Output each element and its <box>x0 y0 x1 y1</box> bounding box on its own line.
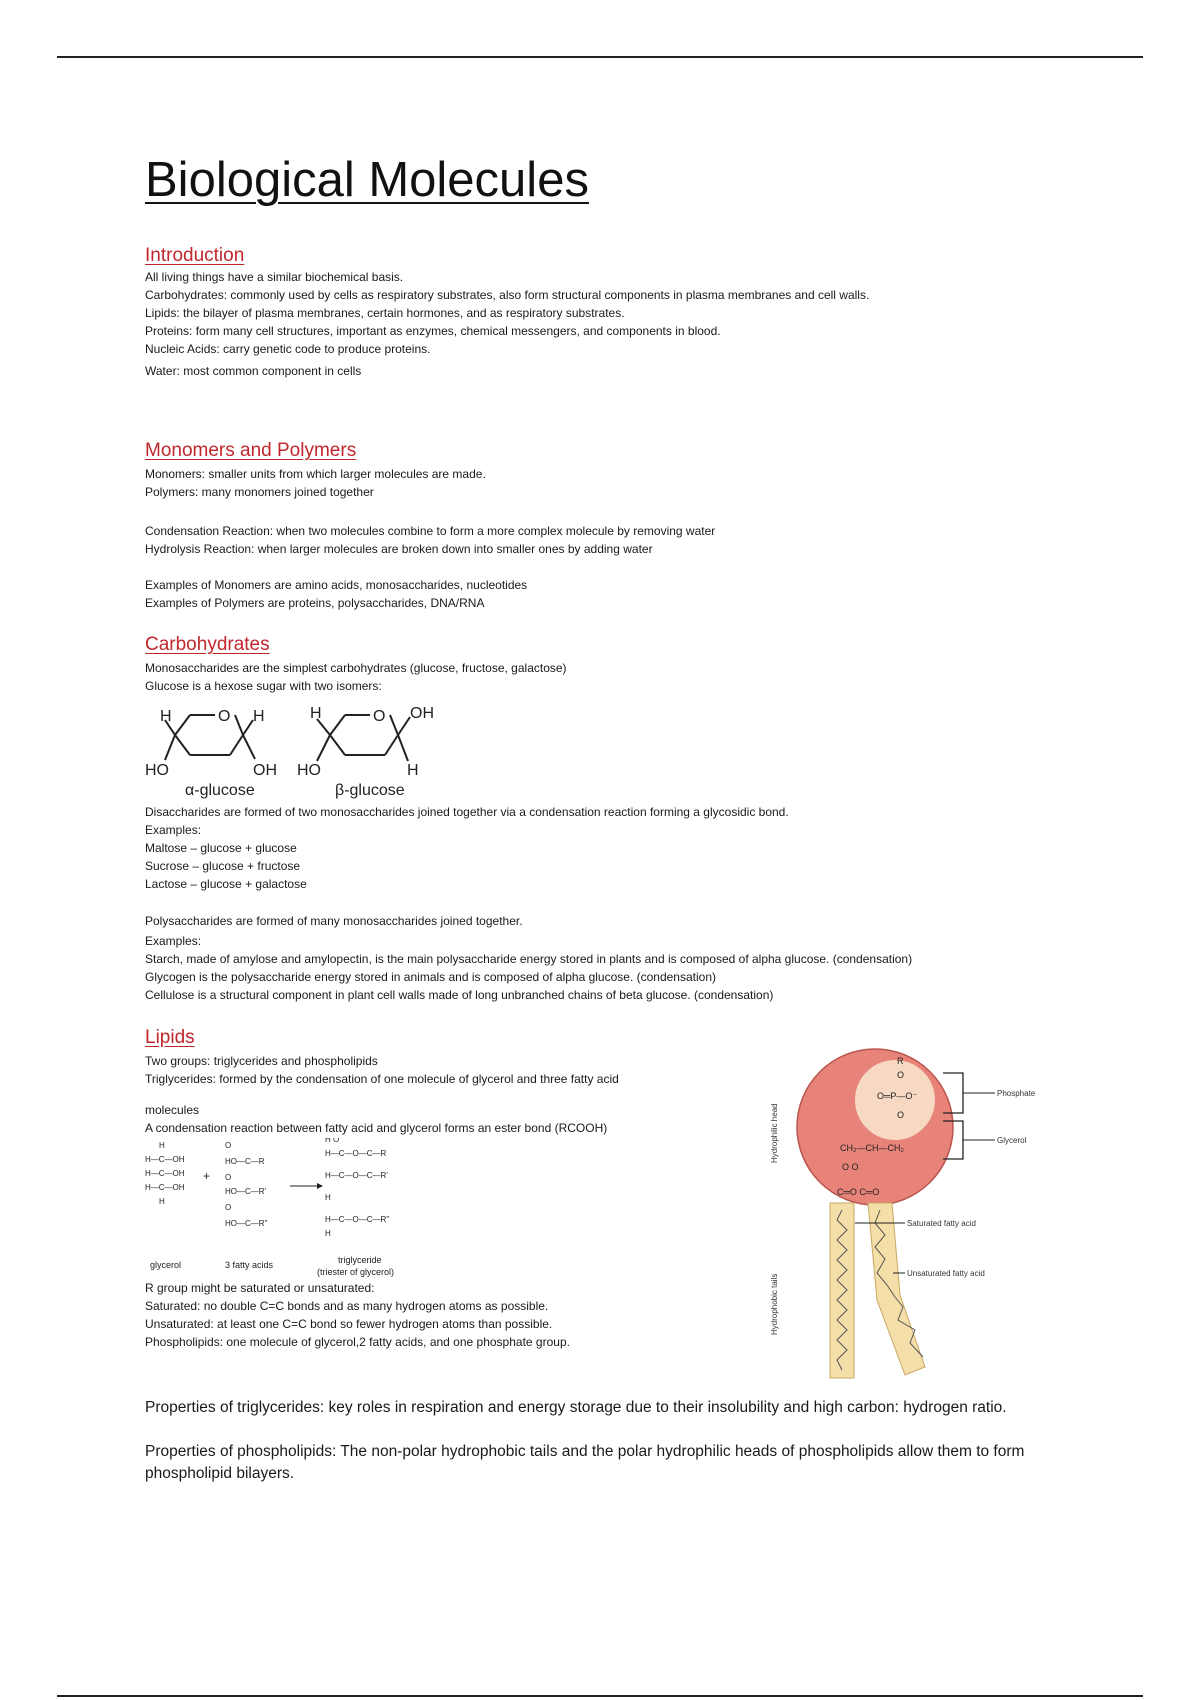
heading-lipids: Lipids <box>145 1027 195 1048</box>
svg-text:H: H <box>159 1197 165 1206</box>
svg-text:H O: H O <box>325 1138 340 1144</box>
fatty-acids-label: 3 fatty acids <box>225 1260 274 1270</box>
carbs-line: Cellulose is a structural component in plant cell walls made of long unbranched chains of beta glucose. (condensation) <box>145 988 774 1002</box>
intro-line: Lipids: the bilayer of plasma membranes, certain hormones, and as respiratory substrates. <box>145 306 625 320</box>
properties-triglycerides: Properties of triglycerides: key roles in respiration and energy storage due to their insolubility and high carbon: hydrogen ratio. <box>145 1399 1007 1416</box>
svg-text:O: O <box>225 1203 232 1212</box>
carbs-line: Disaccharides are formed of two monosaccharides joined together via a condensation reaction forming a glycosidic bond. <box>145 805 789 819</box>
heading-monomers-polymers: Monomers and Polymers <box>145 440 357 461</box>
plus-sign: + <box>203 1169 211 1183</box>
intro-line: Proteins: form many cell structures, important as enzymes, chemical messengers, and components in blood. <box>145 324 721 338</box>
glycerol-head-label: Glycerol <box>997 1136 1027 1145</box>
triglyceride-sub-label: (triester of glycerol) <box>317 1267 395 1277</box>
top-rule <box>57 56 1143 58</box>
carbs-line: Examples: <box>145 934 202 948</box>
intro-line: Carbohydrates: commonly used by cells as respiratory substrates, also form structural components in plasma membranes and cell walls. <box>145 288 870 302</box>
monomers-line: Monomers: smaller units from which larger molecules are made. <box>145 467 486 481</box>
lipids-line: Two groups: triglycerides and phospholipids <box>145 1054 378 1068</box>
lipids-line: Saturated: no double C=C bonds and as many hydrogen atoms as possible. <box>145 1299 549 1313</box>
lipids-line: Unsaturated: at least one C=C bond so fewer hydrogen atoms than possible. <box>145 1317 553 1331</box>
page-title: Biological Molecules <box>145 153 589 207</box>
svg-text:H—C—O—C—R': H—C—O—C—R' <box>325 1171 388 1180</box>
svg-text:H: H <box>325 1193 331 1202</box>
svg-text:H—C—OH: H—C—OH <box>145 1169 185 1178</box>
alpha-h-right: H <box>253 708 265 725</box>
svg-text:H—C—OH: H—C—OH <box>145 1183 185 1192</box>
alpha-ho: HO <box>145 762 169 779</box>
alpha-h-left: H <box>160 708 172 725</box>
svg-text:O: O <box>897 1070 905 1080</box>
heading-carbohydrates: Carbohydrates <box>145 634 270 655</box>
monomers-line: Condensation Reaction: when two molecules combine to form a more complex molecule by removing water <box>145 524 716 538</box>
svg-text:O: O <box>897 1110 905 1120</box>
svg-text:HO—C—R: HO—C—R <box>225 1157 265 1166</box>
glucose-isomers-diagram <box>145 695 455 803</box>
lipids-line: A condensation reaction between fatty acid and glycerol forms an ester bond (RCOOH) <box>145 1121 608 1135</box>
lipids-line: R group might be saturated or unsaturated: <box>145 1281 375 1295</box>
carbs-line: Polysaccharides are formed of many monosaccharides joined together. <box>145 914 523 928</box>
svg-text:HO—C—R": HO—C—R" <box>225 1219 268 1228</box>
alpha-glucose-label: α-glucose <box>185 782 255 799</box>
svg-text:C═O C═O: C═O C═O <box>837 1187 880 1197</box>
glycerol-label: glycerol <box>150 1260 182 1270</box>
svg-text:CH₂—CH—CH₂: CH₂—CH—CH₂ <box>840 1143 904 1153</box>
svg-text:O: O <box>225 1173 232 1182</box>
beta-h-bottom: H <box>407 762 419 779</box>
triglyceride-reaction-diagram <box>145 1138 425 1278</box>
alpha-oh: OH <box>253 762 277 779</box>
beta-ho: HO <box>297 762 321 779</box>
carbs-line: Glucose is a hexose sugar with two isomers: <box>145 679 382 693</box>
svg-text:H—C—O—C—R": H—C—O—C—R" <box>325 1215 390 1224</box>
bottom-rule <box>57 1695 1143 1697</box>
beta-h-left: H <box>310 705 322 722</box>
beta-glucose-label: β-glucose <box>335 782 405 799</box>
monomers-line: Hydrolysis Reaction: when larger molecules are broken down into smaller ones by adding water <box>145 542 653 556</box>
monomers-line: Examples of Polymers are proteins, polysaccharides, DNA/RNA <box>145 596 485 610</box>
hydrophobic-tails-label: Hydrophobic tails <box>770 1273 779 1335</box>
intro-line: Water: most common component in cells <box>145 364 362 378</box>
carbs-line: Lactose – glucose + galactose <box>145 877 307 891</box>
intro-line: All living things have a similar biochemical basis. <box>145 270 404 284</box>
carbs-line: Monosaccharides are the simplest carbohydrates (glucose, fructose, galactose) <box>145 661 567 675</box>
monomers-line: Examples of Monomers are amino acids, monosaccharides, nucleotides <box>145 578 528 592</box>
svg-text:H: H <box>325 1229 331 1238</box>
phospholipid-diagram <box>765 1045 1065 1380</box>
svg-text:O O: O O <box>842 1162 859 1172</box>
unsaturated-label: Unsaturated fatty acid <box>907 1269 985 1278</box>
svg-text:HO—C—R': HO—C—R' <box>225 1187 267 1196</box>
svg-text:H: H <box>159 1141 165 1150</box>
svg-text:O: O <box>225 1141 232 1150</box>
lipids-line: Triglycerides: formed by the condensation of one molecule of glycerol and three fatty acid <box>145 1072 619 1086</box>
beta-ring-o: O <box>373 708 386 725</box>
properties-phospholipids: Properties of phospholipids: The non-polar hydrophobic tails and the polar hydrophilic heads of phospholipids allow them to form phospholipid bilayers. <box>145 1443 1025 1482</box>
monomers-line: Polymers: many monomers joined together <box>145 485 374 499</box>
svg-text:O═P—O⁻: O═P—O⁻ <box>877 1091 918 1101</box>
svg-text:H—C—OH: H—C—OH <box>145 1155 185 1164</box>
carbs-line: Sucrose – glucose + fructose <box>145 859 301 873</box>
hydrophilic-head-label: Hydrophilic head <box>770 1103 779 1163</box>
triglyceride-label: triglyceride <box>338 1255 382 1265</box>
svg-text:R: R <box>897 1056 904 1066</box>
heading-introduction: Introduction <box>145 245 245 266</box>
lipids-line: Phospholipids: one molecule of glycerol,2 fatty acids, and one phosphate group. <box>145 1335 570 1349</box>
carbs-line: Starch, made of amylose and amylopectin, is the main polysaccharide energy stored in plants and is composed of alpha glucose. (condensation) <box>145 952 913 966</box>
beta-oh: OH <box>410 705 434 722</box>
saturated-label: Saturated fatty acid <box>907 1219 976 1228</box>
alpha-ring-o: O <box>218 708 231 725</box>
phosphate-label: Phosphate <box>997 1089 1036 1098</box>
svg-text:H—C—O—C—R: H—C—O—C—R <box>325 1149 387 1158</box>
carbs-line: Glycogen is the polysaccharide energy stored in animals and is composed of alpha glucose. (condensation) <box>145 970 716 984</box>
lipids-line: molecules <box>145 1103 200 1117</box>
carbs-line: Maltose – glucose + glucose <box>145 841 297 855</box>
carbs-line: Examples: <box>145 823 202 837</box>
intro-line: Nucleic Acids: carry genetic code to produce proteins. <box>145 342 431 356</box>
